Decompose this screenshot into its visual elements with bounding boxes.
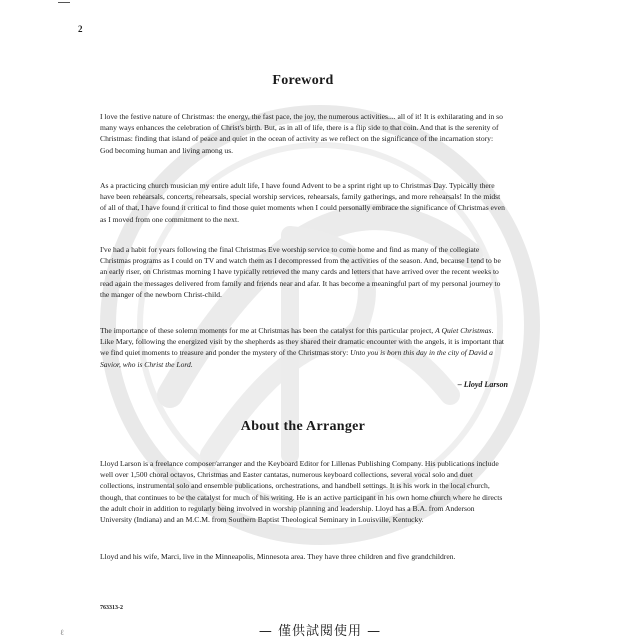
signature: – Lloyd Larson bbox=[457, 380, 508, 389]
foreword-heading: Foreword bbox=[272, 73, 334, 88]
foreword-p4-lead: The importance of these solemn moments for me at Christmas has been the catalyst for this particular project, bbox=[100, 326, 436, 335]
foreword-paragraph-3: I've had a habit for years following the final Christmas Eve worship service to come home and find as many of the collegiate Christmas programs as I could on TV and watch them as I decompressed from the activities of the season. And, because I tend to be an early riser, on Christmas morning I have typically retrieved the many cards and letters that have arrived over the recent weeks to read again the messages delivered from family and friends near and afar. It has become a meaningful part of my personal journey to the manger of the newborn Christ-child. bbox=[100, 245, 501, 299]
foreword-paragraph-2: As a practicing church musician my entire adult life, I have found Advent to be a sprint right up to Christmas Day. Typically there have been rehearsals, concerts, rehearsals, special worship services, rehearsals, family gatherings, and more rehearsals! In the midst of all of that, I have found it critical to find those quiet moments when I could personally embrace the significance of Christmas even as I moved from one commitment to the next. bbox=[100, 181, 505, 224]
foreword-paragraph-4 bbox=[100, 325, 506, 370]
page-number: 2 bbox=[78, 24, 83, 34]
foreword-paragraph-1: I love the festive nature of Christmas: the energy, the fast pace, the joy, the numerous activities.... all of it! It is exhilarating and in so many ways enhances the celebration of Christ's birth. But, as in all of life, there is a flip side to that coin. And that is the serenity of Christmas: finding that island of peace and quiet in the ocean of activity as we reflect on the significance of the incarnation story: God becoming human and living among us. bbox=[100, 112, 503, 155]
top-rule bbox=[58, 2, 70, 3]
book-title: A Quiet Christmas bbox=[435, 326, 492, 335]
arranger-paragraph-1: Lloyd Larson is a freelance composer/arranger and the Keyboard Editor for Lillenas Publishing Company. His publications include well over 1,500 choral octavos, Christmas and Easter cantatas, numerous keyboard collections, several vocal solo and duet collections, instrumental solo and ensemble publications, orchestrations, and handbell settings. It is his work in the local church, though, that continues to be the catalyst for much of his writing. He is an active participant in his own home church where he directs the adult choir in addition to regularly being involved in worship planning and leadership. Lloyd has a B.A. from Anderson University (Indiana) and an M.C.M. from Southern Baptist Theological Seminary in Louisville, Kentucky. bbox=[100, 459, 503, 525]
corner-mark: ℓ bbox=[60, 628, 64, 637]
arranger-paragraph-2: Lloyd and his wife, Marci, live in the Minneapolis, Minnesota area. They have three children and five grandchildren. bbox=[100, 552, 456, 561]
catalog-code: 763313-2 bbox=[100, 605, 123, 611]
scripture-quote: Unto you is born this day in the city of David a Savior, who is Christ the Lord. bbox=[100, 348, 493, 369]
preview-notice: — 僅供試閱使用 — bbox=[258, 624, 382, 639]
foreword-p4-middle: . Like Mary, following the energized visit by the shepherds as they shared their dramatic encounter with the angels, it is important that we find quiet moments to treasure and ponder the mystery of the Christmas story: bbox=[100, 326, 505, 358]
arranger-heading: About the Arranger bbox=[240, 419, 366, 434]
